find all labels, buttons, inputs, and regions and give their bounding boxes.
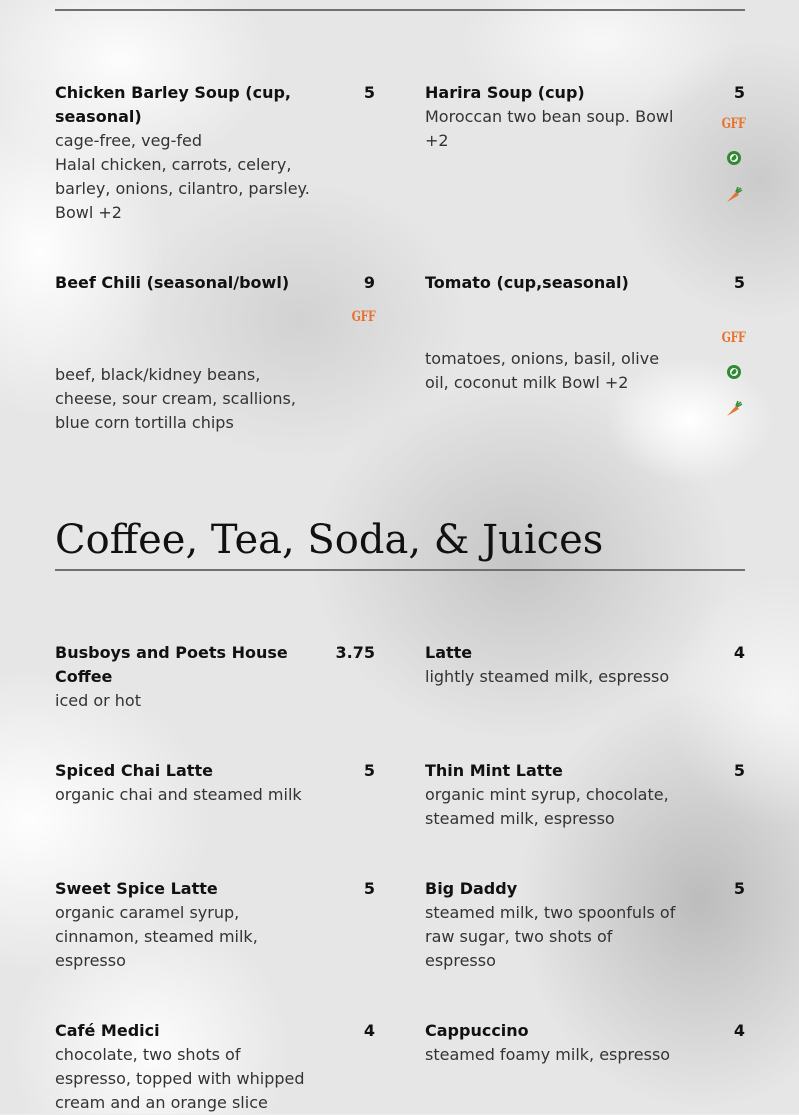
item-name: Tomato (cup,seasonal)	[425, 273, 629, 292]
item-description: Moroccan two bean soup. Bowl +2	[425, 107, 674, 150]
carrot-icon	[724, 184, 744, 204]
item-price: 9	[363, 273, 375, 292]
section-title-drinks: Coffee, Tea, Soda, & Juices	[55, 517, 604, 563]
item-price: 3.75	[335, 643, 375, 662]
menu-item-harira-soup	[425, 81, 745, 221]
item-price: 5	[363, 761, 375, 780]
item-description: tomatoes, onions, basil, olive oil, coconut milk Bowl +2	[425, 349, 660, 392]
item-name: Spiced Chai Latte	[55, 761, 213, 780]
item-description: iced or hot	[55, 691, 141, 710]
item-description: lightly steamed milk, espresso	[425, 667, 670, 686]
menu-item-big-daddy	[425, 877, 745, 973]
item-price: 5	[733, 83, 745, 102]
item-name: Thin Mint Latte	[425, 761, 563, 780]
item-description: steamed milk, two spoonfuls of raw sugar, two shots of espresso	[425, 903, 676, 970]
item-description: chocolate, two shots of espresso, topped with whipped cream and an orange slice	[55, 1045, 305, 1112]
item-name: Cappuccino	[425, 1021, 529, 1040]
menu-item-latte	[425, 641, 745, 689]
menu-item-thin-mint-latte	[425, 759, 745, 831]
vegan-leaf-icon	[727, 151, 741, 165]
item-description: organic chai and steamed milk	[55, 785, 302, 804]
item-description: organic mint syrup, chocolate, steamed milk, espresso	[425, 785, 669, 828]
item-price: 4	[733, 643, 745, 662]
item-name: Busboys and Poets House Coffee	[55, 643, 288, 686]
item-name: Sweet Spice Latte	[55, 879, 218, 898]
item-price: 5	[363, 879, 375, 898]
menu-item-tomato-soup	[425, 271, 745, 395]
item-name: Chicken Barley Soup (cup, seasonal)	[55, 83, 291, 126]
item-name: Big Daddy	[425, 879, 518, 898]
menu-item-house-coffee	[55, 641, 375, 713]
item-name: Beef Chili (seasonal/bowl)	[55, 273, 290, 292]
section-divider-drinks	[55, 569, 745, 571]
item-description-detail: Halal chicken, carrots, celery, barley, onions, cilantro, parsley. Bowl +2	[55, 155, 310, 222]
gluten-free-friendly-badge: GFF	[351, 309, 375, 325]
menu-item-spiced-chai-latte	[55, 759, 375, 807]
menu-item-beef-chili	[55, 271, 375, 435]
item-description: beef, black/kidney beans, cheese, sour cream, scallions, blue corn tortilla chips	[55, 365, 296, 432]
item-price: 5	[733, 273, 745, 292]
item-price: 4	[363, 1021, 375, 1040]
menu-item-cappuccino	[425, 1019, 745, 1067]
item-price: 4	[733, 1021, 745, 1040]
item-description: cage-free, veg-fed	[55, 131, 202, 150]
menu-item-sweet-spice-latte	[55, 877, 375, 973]
item-description: steamed foamy milk, espresso	[425, 1045, 671, 1064]
gluten-free-friendly-badge: GFF	[721, 116, 745, 132]
item-price: 5	[363, 83, 375, 102]
carrot-icon	[724, 398, 744, 418]
gluten-free-friendly-badge: GFF	[721, 330, 745, 346]
item-name: Latte	[425, 643, 473, 662]
vegan-leaf-icon	[727, 365, 741, 379]
item-name: Harira Soup (cup)	[425, 83, 585, 102]
item-description: organic caramel syrup, cinnamon, steamed milk, espresso	[55, 903, 258, 970]
item-name: Café Medici	[55, 1021, 160, 1040]
section-divider-soups	[55, 9, 745, 11]
item-price: 5	[733, 879, 745, 898]
menu-item-chicken-barley-soup	[55, 81, 375, 225]
menu-item-cafe-medici	[55, 1019, 375, 1115]
item-price: 5	[733, 761, 745, 780]
